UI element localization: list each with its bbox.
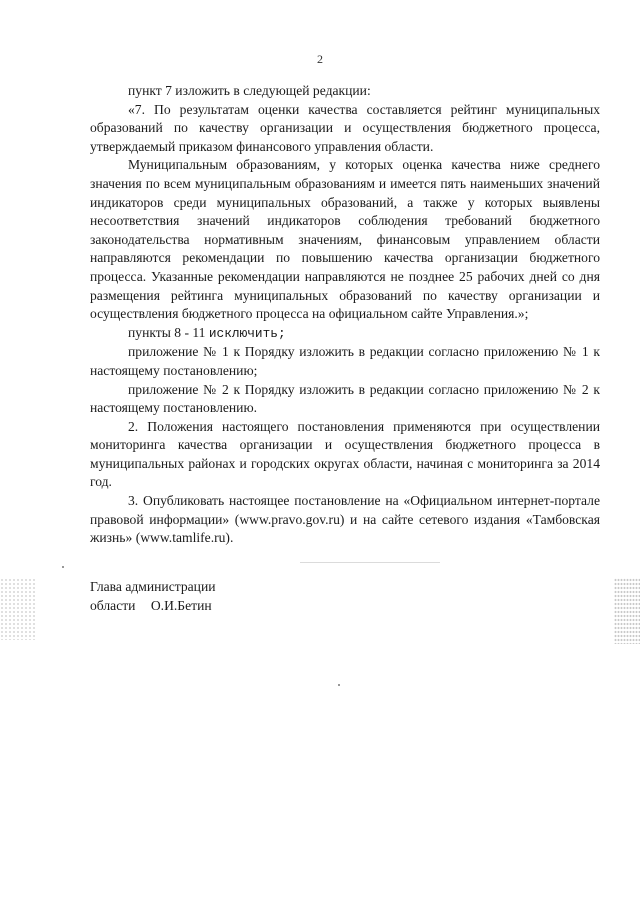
signature-block <box>90 578 224 615</box>
scan-line-artifact <box>300 562 440 563</box>
page-number: 2 <box>317 52 323 66</box>
paragraph-clause-2: 2. Положения настоящего постановления применяются при осуществлении мониторинга качества организации и осуществления бюджетного процесса в муниципальных районах и городских округах области, начиная с мониторинга за 2014 год. <box>90 418 600 490</box>
signature-title: Глава администрации <box>90 579 216 594</box>
scan-noise-left <box>0 578 36 640</box>
scan-noise-right <box>614 578 640 644</box>
signature-region: области <box>90 597 136 613</box>
paragraph-item7-intro: пункт 7 изложить в следующей редакции: <box>128 83 371 98</box>
signature-name: О.И.Бетин <box>150 597 212 613</box>
paragraph-item7-text: «7. По результатам оценки качества составляется рейтинг муниципальных образований по качеству организации и осуществления бюджетного процесса, утверждаемый приказом финансового управления области. <box>90 101 600 154</box>
paragraph-items-excluded <box>90 324 600 344</box>
paragraph-clause-3: 3. Опубликовать настоящее постановление на «Официальном интернет-портале правовой информации» (www.pravo.gov.ru) и на сайте сетевого издания «Тамбовская жизнь» (www.tamlife.ru). <box>90 493 600 546</box>
items-excluded-prefix: пункты 8 - 11 <box>128 324 209 340</box>
items-excluded-typed: исключить; <box>208 325 286 341</box>
paragraph-appendix-1: приложение № 1 к Порядку изложить в редакции согласно приложению № 1 к настоящему постановлению; <box>90 344 600 378</box>
document-body <box>90 82 600 548</box>
signature-line <box>90 597 224 616</box>
scan-speck <box>338 684 340 686</box>
paragraph-recommendations: Муниципальным образованиям, у которых оценка качества ниже среднего значения по всем муниципальным образованиям и имеется пять наименьших значений индикаторов среди муниципальных образований, а также у которых выявлены несоответствия значений индикаторов соблюдения требований бюджетного законодательства нормативным значениям, финансовым управлением области направляются рекомендации по повышению качества организации бюджетного процесса. Указанные рекомендации направляются не позднее 25 рабочих дней со дня размещения рейтинга муниципальных образований по качеству организации и осуществления бюджетного процесса на официальном сайте Управления.»; <box>90 157 600 322</box>
paragraph-appendix-2: приложение № 2 к Порядку изложить в редакции согласно приложению № 2 к настоящему постановлению. <box>90 381 600 416</box>
scan-speck <box>62 566 64 568</box>
